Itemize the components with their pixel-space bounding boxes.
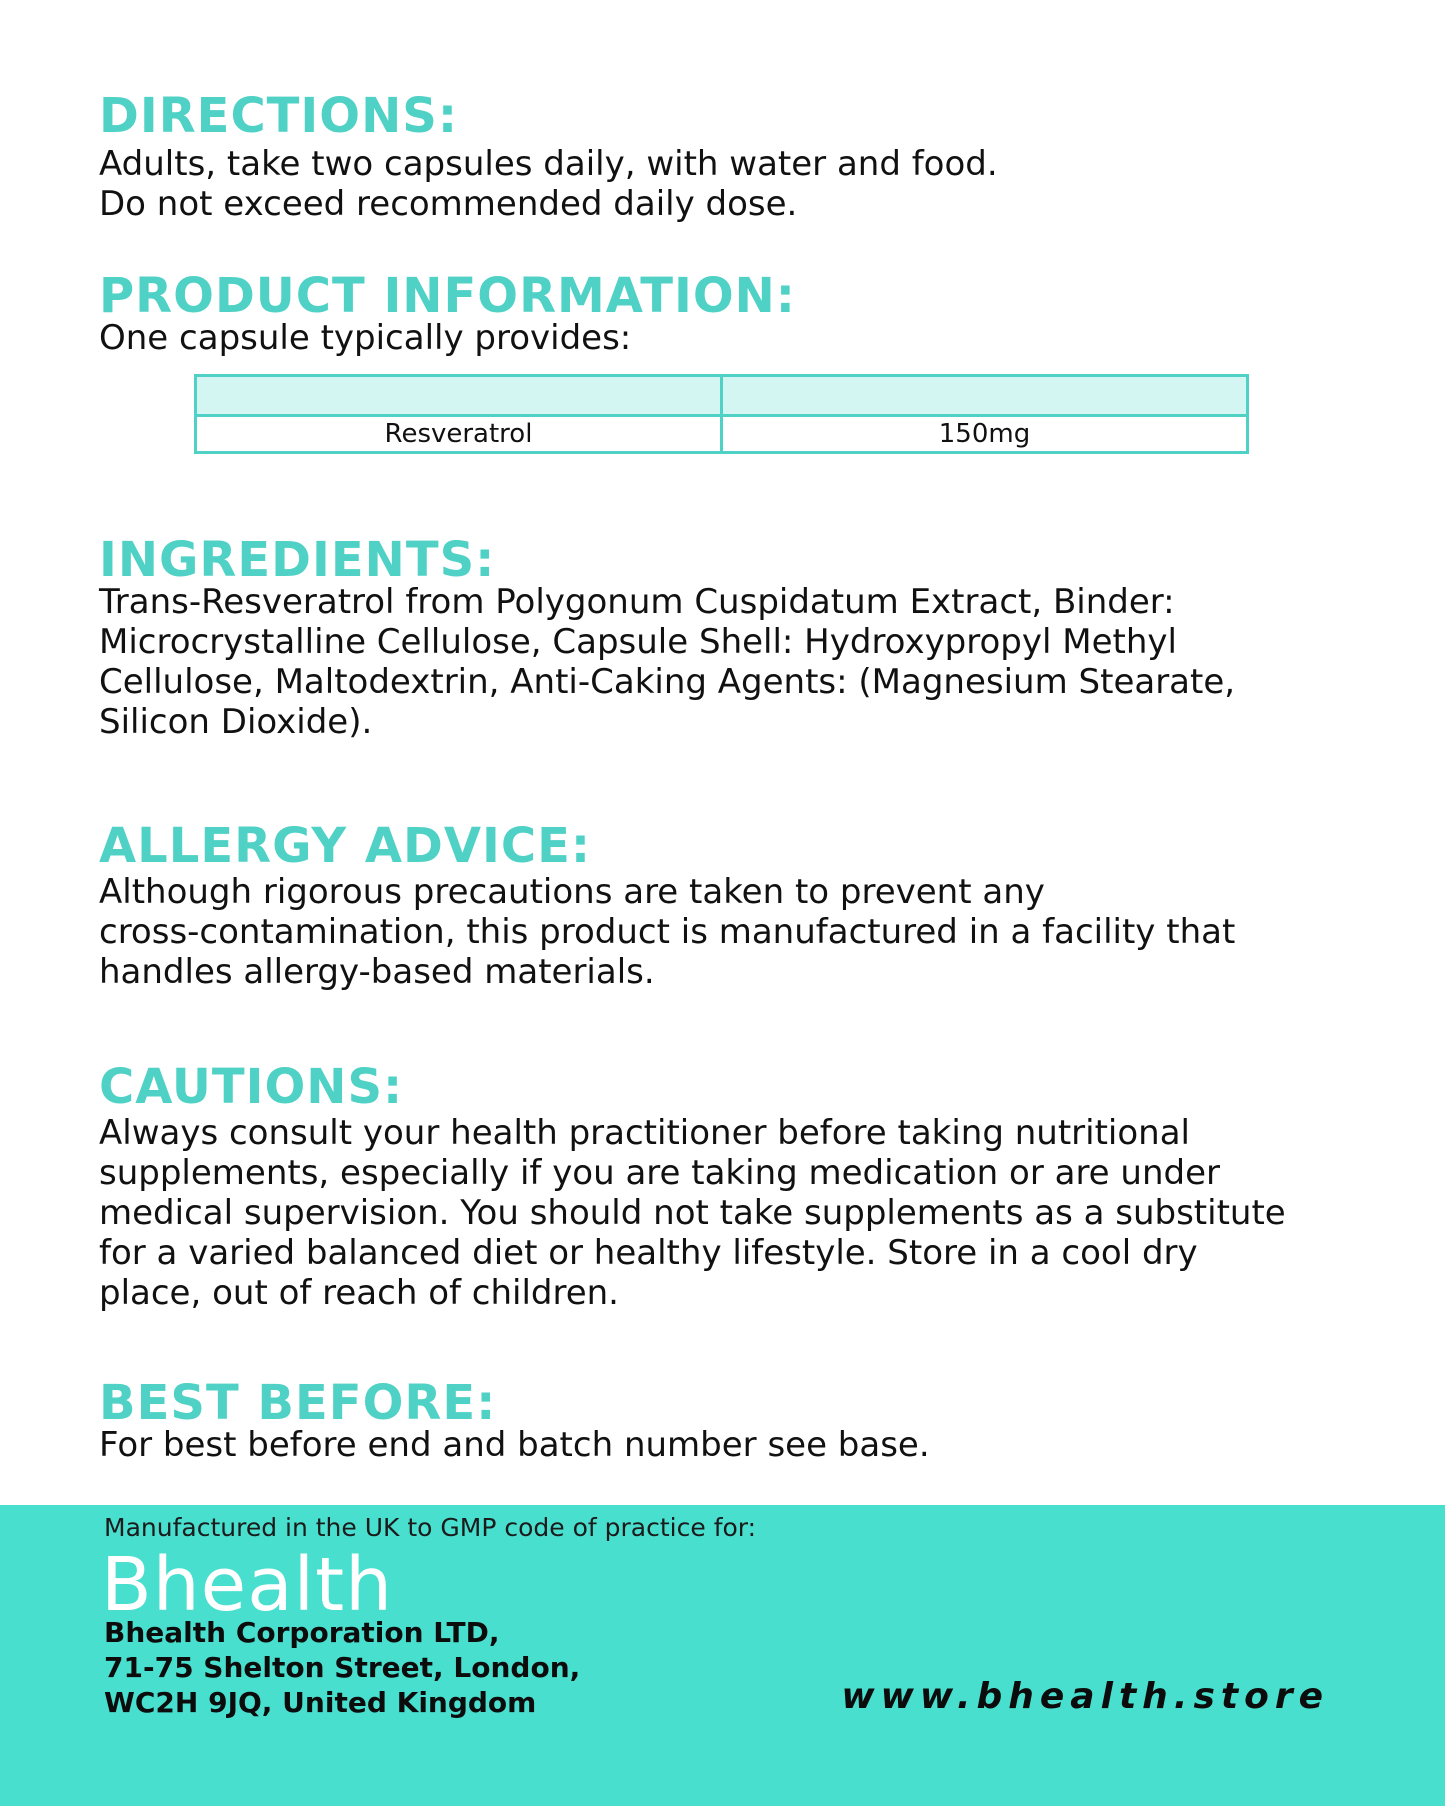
cautions-line: place, out of reach of children. (99, 1273, 619, 1313)
ingredients-line: Trans-Resveratrol from Polygonum Cuspidatum Extract, Binder: (99, 582, 1175, 622)
manufacturing-note: Manufactured in the UK to GMP code of practice for: (104, 1513, 757, 1542)
ingredients-section (99, 532, 1369, 742)
ingredients-heading: INGREDIENTS: (99, 532, 496, 588)
cautions-line: for a varied balanced diet or healthy lifestyle. Store in a cool dry (99, 1233, 1198, 1273)
nutrition-table-header-cell (197, 377, 720, 414)
product-information-heading: PRODUCT INFORMATION: (99, 268, 796, 324)
ingredients-line: Cellulose, Maltodextrin, Anti-Caking Agents: (Magnesium Stearate, (99, 662, 1236, 702)
ingredients-line: Silicon Dioxide). (99, 702, 373, 742)
allergy-advice-line: cross-contamination, this product is manufactured in a facility that (99, 912, 1236, 952)
best-before-heading: BEST BEFORE: (99, 1375, 497, 1431)
manufacturer-footer (0, 1505, 1445, 1806)
nutrition-table-ingredient-cell: Resveratrol (197, 414, 720, 451)
address-line: Bhealth Corporation LTD, (104, 1616, 500, 1649)
allergy-advice-heading: ALLERGY ADVICE: (99, 818, 592, 874)
website-link[interactable]: www.bhealth.store (841, 1676, 1329, 1717)
nutrition-table-header-cell (723, 377, 1246, 414)
ingredients-line: Microcrystalline Cellulose, Capsule Shell: Hydroxypropyl Methyl (99, 622, 1177, 662)
directions-heading: DIRECTIONS: (99, 88, 459, 144)
best-before-line: For best before end and batch number see base. (99, 1425, 930, 1465)
nutrition-table (194, 374, 1249, 454)
cautions-heading: CAUTIONS: (99, 1059, 404, 1115)
nutrition-table-ingredient-column (197, 377, 720, 451)
directions-line: Adults, take two capsules daily, with water and food. (99, 144, 998, 184)
product-information-line: One capsule typically provides: (99, 318, 632, 358)
address-line: 71-75 Shelton Street, London, (104, 1651, 581, 1684)
allergy-advice-section (99, 818, 1369, 992)
best-before-section (99, 1375, 1369, 1465)
cautions-section (99, 1059, 1369, 1313)
allergy-advice-line: handles allergy-based materials. (99, 952, 655, 992)
nutrition-table-amount-column (720, 377, 1246, 451)
product-information-section (99, 268, 1369, 358)
directions-line: Do not exceed recommended daily dose. (99, 184, 798, 224)
cautions-line: medical supervision. You should not take supplements as a substitute (99, 1193, 1286, 1233)
directions-section (99, 88, 1369, 224)
allergy-advice-line: Although rigorous precautions are taken to prevent any (99, 872, 1045, 912)
cautions-line: Always consult your health practitioner before taking nutritional (99, 1113, 1191, 1153)
address-line: WC2H 9JQ, United Kingdom (104, 1686, 537, 1719)
company-address (104, 1615, 580, 1720)
brand-logo: Bhealth (101, 1542, 394, 1628)
cautions-line: supplements, especially if you are taking medication or are under (99, 1153, 1220, 1193)
nutrition-table-amount-cell: 150mg (723, 414, 1246, 451)
